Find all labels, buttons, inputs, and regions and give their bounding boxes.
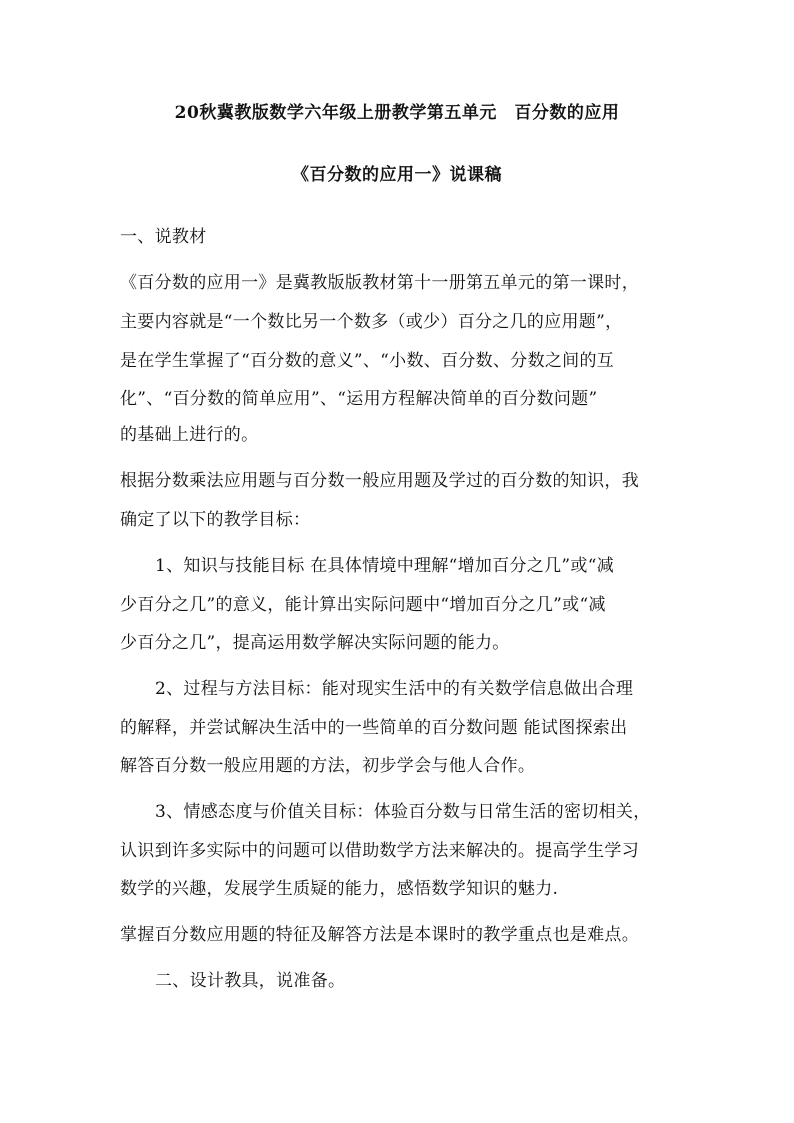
text-line: 少百分之几”的意义，能计算出实际问题中“增加百分之几”或“减 [120,595,606,615]
text-line: 根据分数乘法应用题与百分数一般应用题及学过的百分数的知识，我 [120,471,639,491]
text-line: 少百分之几”，提高运用数学解决实际问题的能力。 [120,633,510,653]
text-line: 数学的兴趣，发展学生质疑的能力，感悟数学知识的魅力. [120,879,559,899]
text-line: 化”、“百分数的简单应用”、“运用方程解决简单的百分数问题” [120,389,598,409]
key-point-text: 掌握百分数应用题的特征及解答方法是本课时的教学重点也是难点。 [120,925,639,945]
section-heading-preparation: 二、设计教具，说准备。 [155,971,346,991]
text-line: 1、知识与技能目标 在具体情境中理解“增加百分之几”或“减 [155,556,614,576]
text-line: 的解释，并尝试解决生活中的一些简单的百分数问题 能试图探索出 [120,718,628,738]
text-line: 解答百分数一般应用题的方法，初步学会与他人合作。 [120,756,536,776]
text-line: 《百分数的应用一》是冀教版版教材第十一册第五单元的第一课时， [120,273,639,293]
text-line: 是在学生掌握了“百分数的意义”、“小数、百分数、分数之间的互 [120,351,615,371]
document-title: 20秋冀教版数学六年级上册教学第五单元 百分数的应用 [174,103,620,123]
text-line: 3、情感态度与价值关目标：体验百分数与日常生活的密切相关， [155,802,651,822]
section-heading-textbook: 一、说教材 [120,227,207,247]
text-line: 确定了以下的教学目标： [120,510,311,530]
text-line: 主要内容就是“一个数比另一个数多（或少）百分之几的应用题”， [120,312,623,332]
text-line: 认识到许多实际中的问题可以借助数学方法来解决的。提高学生学习 [120,841,639,861]
text-line: 2、过程与方法目标：能对现实生活中的有关数学信息做出合理 [155,679,634,699]
text-line: 的基础上进行的。 [120,425,259,445]
document-subtitle: 《百分数的应用一》说课稿 [292,165,502,185]
